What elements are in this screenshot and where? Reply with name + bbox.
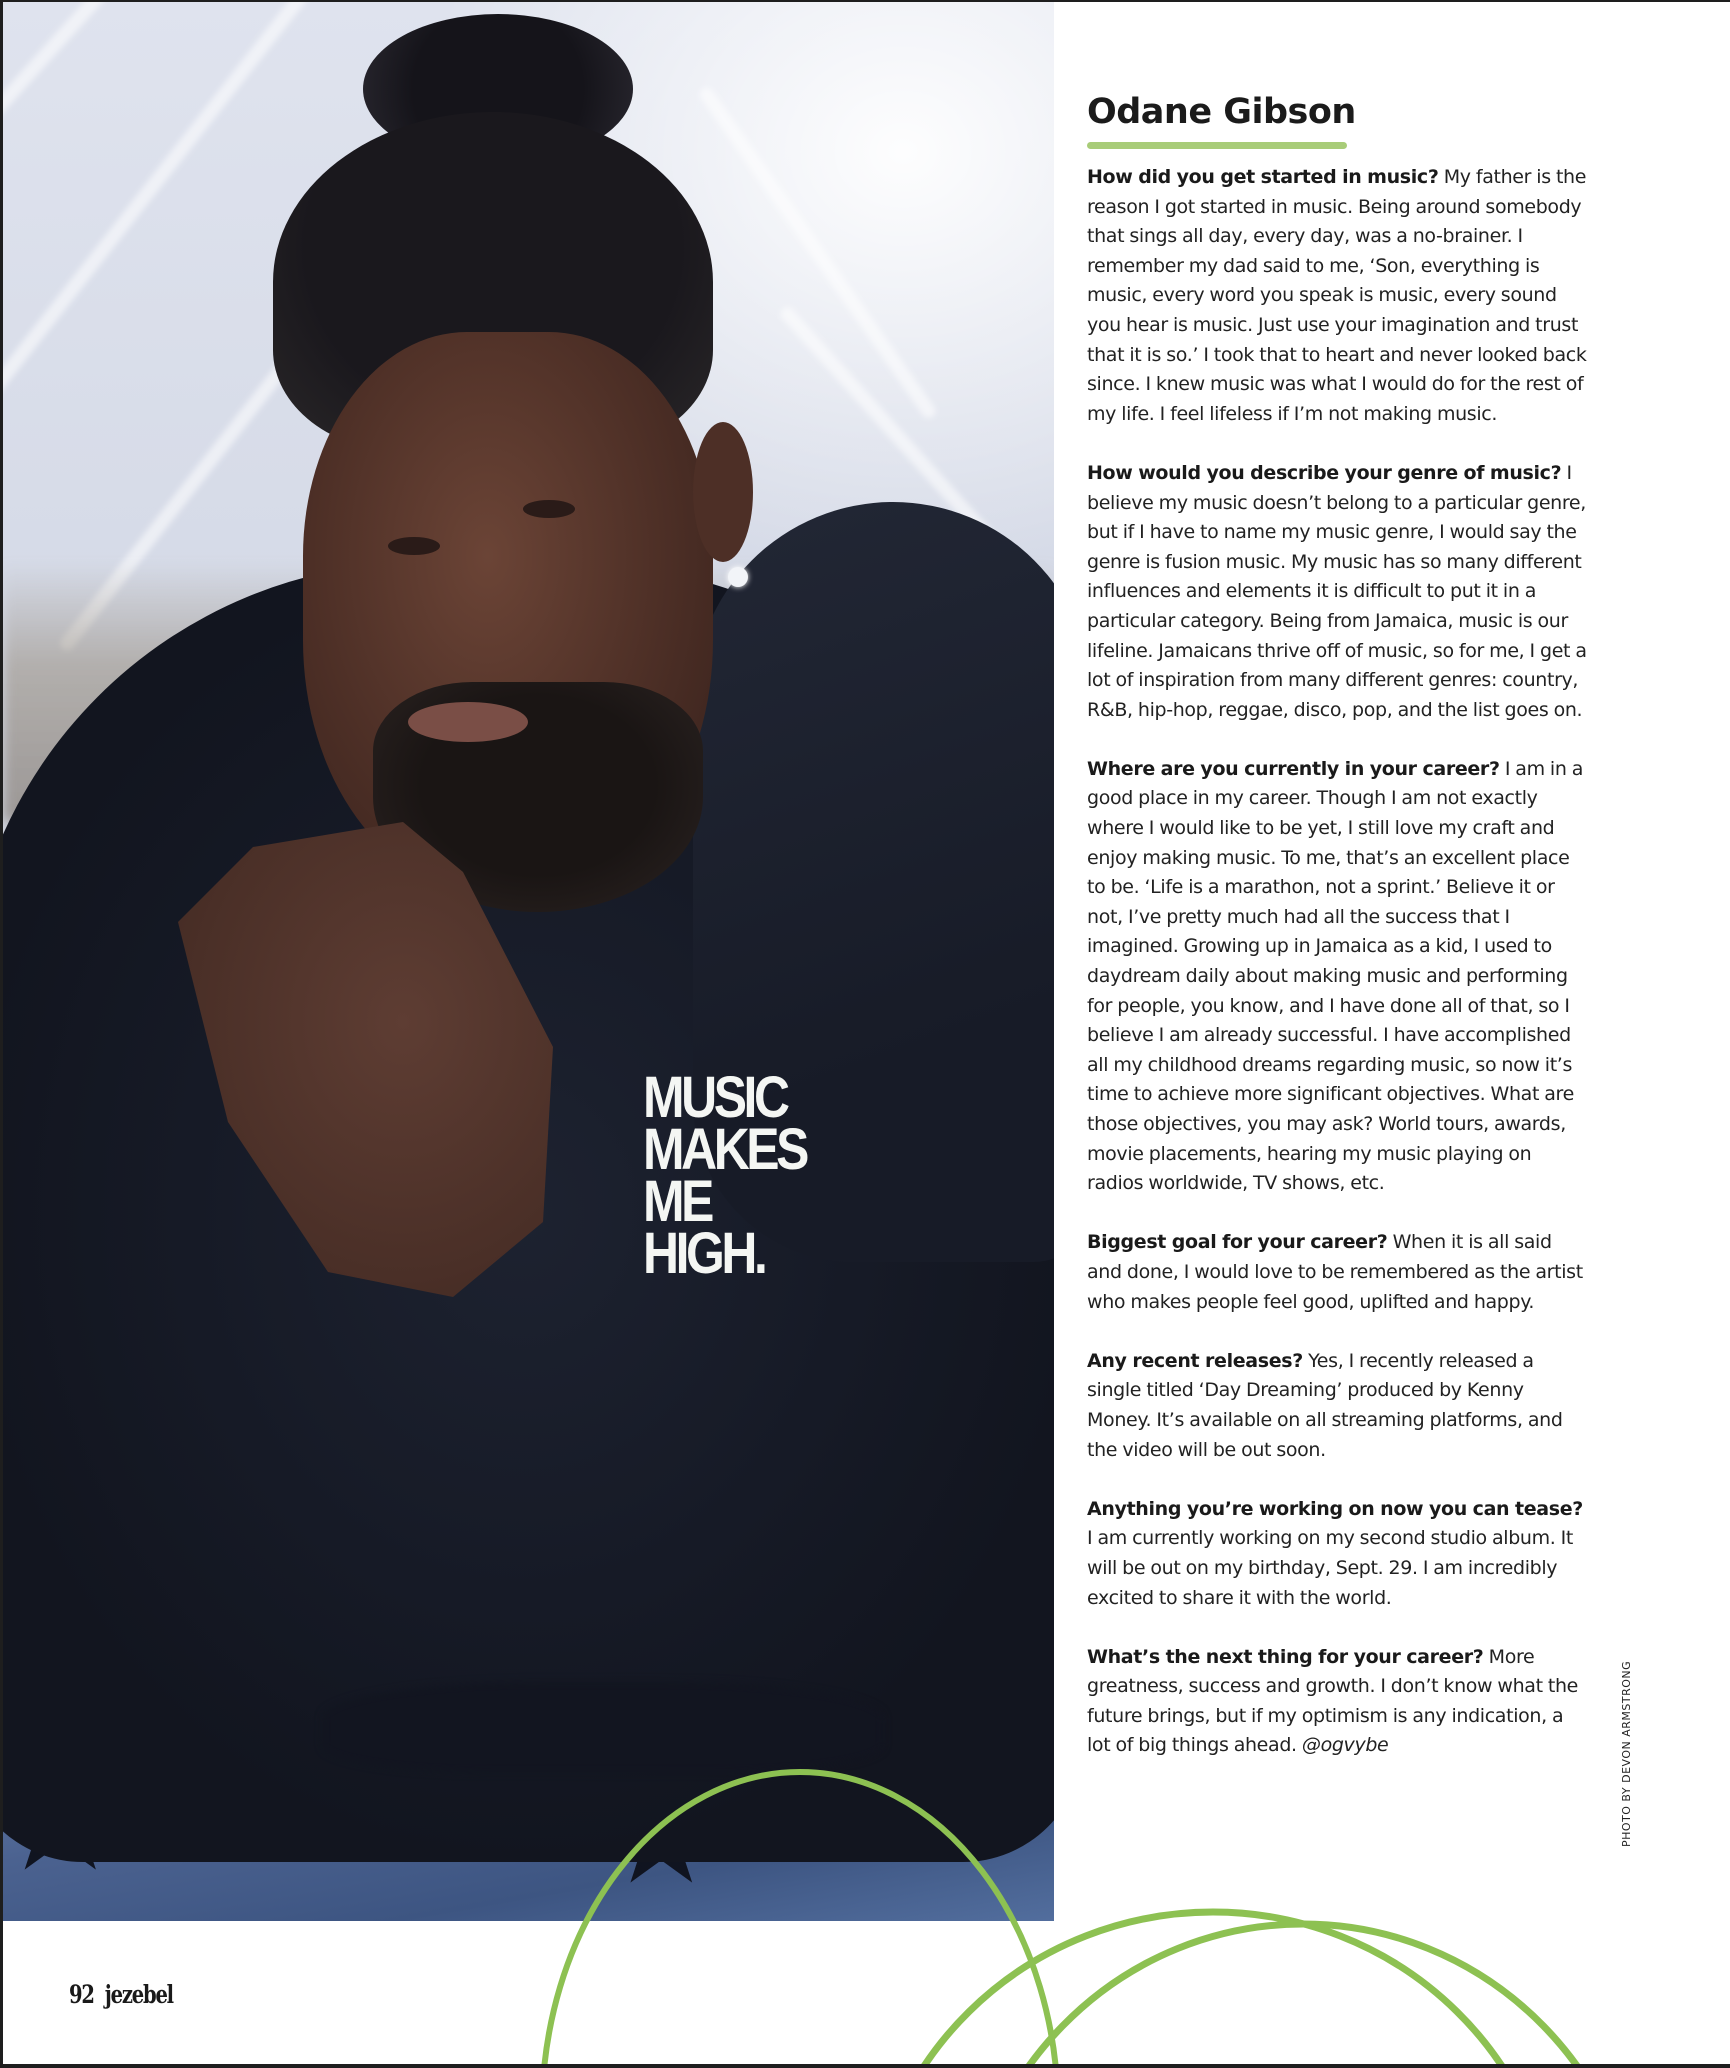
shirt-print: MUSIC MAKES ME HIGH. xyxy=(643,1065,806,1286)
question: How would you describe your genre of music? xyxy=(1087,461,1562,484)
earring xyxy=(728,567,748,587)
answer: I believe my music doesn’t belong to a particular genre, but if I have to name my music genre, I would say the genre is fusion music. My music has so many different influences and elements it is difficult to put it in a particular category. Being from Jamaica, music is our lifeline. Jamaicans thrive off of music, so for me, I get a lot of inspiration from many different genres: country, R&B, hip-hop, reggae, disco, pop, and the list goes on. xyxy=(1087,461,1587,721)
answer: When it is all said and done, I would love to be remembered as the artist who makes people feel good, uplifted and happy. xyxy=(1087,1231,1583,1313)
article-headline: Odane Gibson xyxy=(1087,92,1356,132)
answer: My father is the reason I got started in music. Being around somebody that sings all day, every day, was a no-brainer. I remember my dad said to me, ‘Son, everything is music, every word you speak is music, every sound you hear is music. Just use your imagination and trust that it is so.’ I took that to heart and never looked back since. I knew music was what I would do for the rest of my life. I feel lifeless if I’m not making music. xyxy=(1087,166,1587,425)
question: How did you get started in music? xyxy=(1087,166,1439,188)
qa-item xyxy=(1087,1228,1587,1317)
question: Anything you’re working on now you can tease? xyxy=(1087,1497,1583,1520)
qa-item xyxy=(1087,163,1587,429)
question: What’s the next thing for your career? xyxy=(1087,1645,1484,1668)
magazine-page xyxy=(3,2,1730,2064)
qa-item xyxy=(1087,755,1587,1199)
fence-wire xyxy=(697,85,938,421)
portrait-photo xyxy=(3,2,1054,1921)
qa-item xyxy=(1087,1347,1587,1465)
eye-left xyxy=(388,537,440,555)
headline-underline xyxy=(1087,142,1347,149)
qa-item xyxy=(1087,1643,1587,1761)
social-handle-link[interactable]: @ogvybe xyxy=(1301,1734,1389,1757)
answer: Yes, I recently released a single titled ‘Day Dreaming’ produced by Kenny Money. It’s available on all streaming platforms, and the video will be out soon. xyxy=(1087,1349,1563,1461)
article xyxy=(1087,90,1587,1761)
answer: I am currently working on my second studio album. It will be out on my birthday, Sept. 29. I am incredibly excited to share it with the world. xyxy=(1087,1527,1573,1609)
qa-item xyxy=(1087,1495,1587,1613)
question: Any recent releases? xyxy=(1087,1349,1303,1372)
fence-wire xyxy=(3,2,229,174)
lips xyxy=(408,702,528,742)
answer: More greatness, success and growth. I don’t know what the future brings, but if my optimism is any indication, a lot of big things ahead. xyxy=(1087,1645,1579,1757)
eye-right xyxy=(523,500,575,518)
circle-ring xyxy=(868,1912,1558,2064)
ear xyxy=(693,422,753,562)
hoodie-hem xyxy=(323,1682,883,1772)
publication-name: jezebel xyxy=(104,1980,173,2009)
question: Biggest goal for your career? xyxy=(1087,1231,1388,1254)
question: Where are you currently in your career? xyxy=(1087,757,1500,780)
fence-wire xyxy=(3,2,313,433)
page-folio xyxy=(69,1980,173,2009)
photo-credit: PHOTO BY DEVON ARMSTRONG xyxy=(1620,1660,1633,1847)
circle-ring xyxy=(963,1924,1643,2064)
answer: I am in a good place in my career. Though I am not exactly where I would like to be yet, I still love my craft and enjoy making music. To me, that’s an excellent place to be. ‘Life is a marathon, not a sprint.’ Believe it or not, I’ve pretty much had all the success that I imagined. Growing up in Jamaica as a kid, I used to daydream daily about making music and performing for people, you know, and I have done all of that, so I believe I am already successful. I have accomplished all my childhood dreams regarding music, so now it’s time to achieve more significant objectives. What are those objectives, you may ask? World tours, awards, movie placements, hearing my music playing on radios worldwide, TV shows, etc. xyxy=(1087,757,1584,1195)
page-number: 92 xyxy=(69,1980,94,2009)
qa-item xyxy=(1087,459,1587,725)
